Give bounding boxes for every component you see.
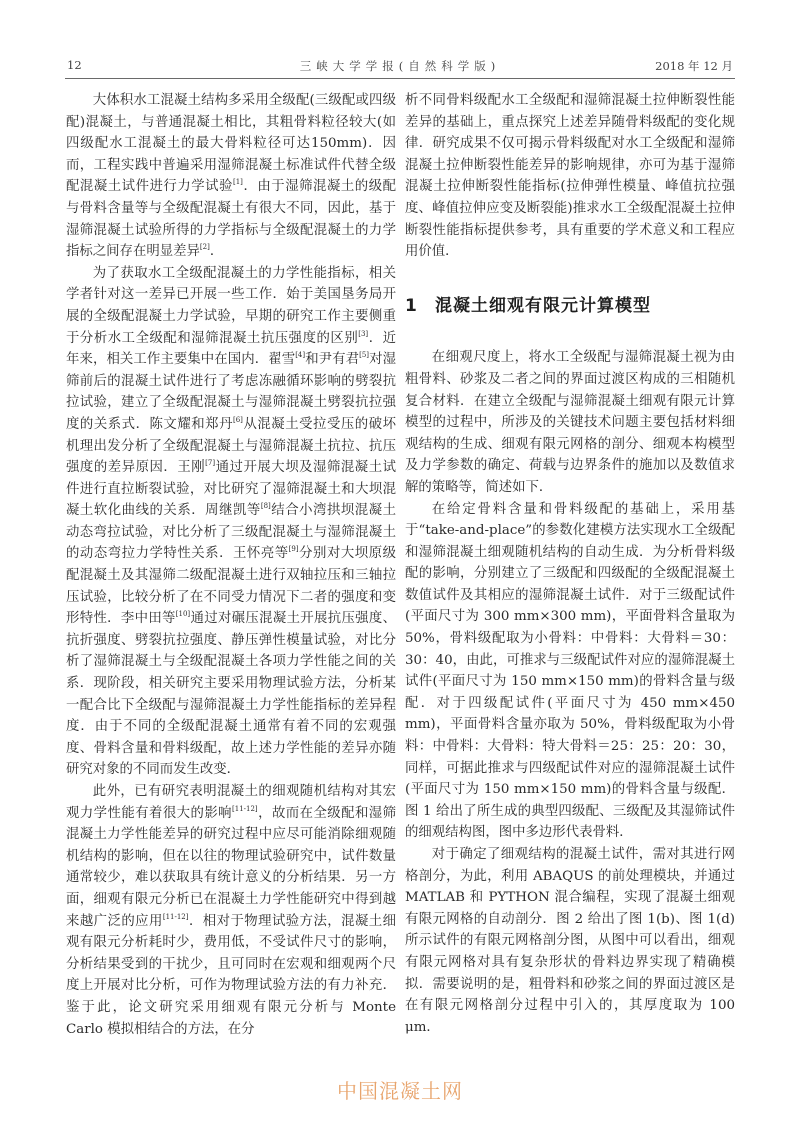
- citation[interactable]: [10]: [175, 610, 191, 619]
- paragraph-prior-work: [66, 263, 396, 781]
- paragraph-meshing: 对于确定了细观结构的混凝土试件，需对其进行网格剖分，为此，利用 ABAQUS 的前处理模块，并通过 MATLAB 和 PYTHON 混合编程，实现了混凝土细观有限元网格的自动剖分．图 2 给出了图 1(b)、图 1(d)所示试件的有限元网格剖分图，从图中可以看出，细观有限元网格对具有复杂形状的骨料边界实现了精确模拟．需要说明的是，粗骨料和砂浆之间的界面过渡区是在有限元网格剖分过程中引入的，其厚度取为 100 μm．: [405, 847, 735, 1035]
- text-run: ，故而在全级配和湿筛混凝土力学性能差异的研究过程中应尽可能消除细观随机结构的影响，但在以往的物理试验研究中，试件数量通常较少，难以获取具有统计意义的分析结果．另一方面，细观有限元分析已在混凝土力学性能研究中得到越来越广泛的应用: [66, 805, 397, 929]
- text-run: 通过对碾压混凝土开展抗压强度、抗折强度、劈裂抗拉强度、静压弹性模量试验，对比分析了湿筛混凝土与全级配混凝土各项力学性能之间的关系．现阶段，相关研究主要采用物理试验方法，分析某一配合比下全级配与湿筛混凝土力学性能指标的差异程度．由于不同的全级配混凝土通常有着不同的宏观强度、骨料含量和骨料级配，故上述力学性能的差异亦随研究对象的不同而发生改变．: [66, 611, 397, 778]
- citation[interactable]: [7]: [205, 459, 216, 468]
- text-run: 此外，已有研究表明混凝土的细观随机结构对其宏观力学性能有着很大的影响: [66, 784, 396, 821]
- citation[interactable]: [8]: [260, 502, 271, 511]
- issue-date: 2018 年 12 月: [655, 59, 733, 73]
- text-run: ．近年来，相关工作主要集中在国内．翟雪: [66, 330, 397, 368]
- citation[interactable]: [11-12]: [232, 804, 258, 813]
- paragraph-structure-generation: 在给定骨料含量和骨料级配的基础上，采用基于“take-and-place”的参数化建模方法实现水工全级配和湿筛混凝土细观随机结构的自动生成．为分析骨料级配的影响，分别建立了三级配和四级配的全级配混凝土数值试件及其相应的湿筛混凝土试件．对于三级配试件(平面尺寸为 300 mm×300 mm)，平面骨料含量取为 50%，骨料级配取为小骨料：中骨料：大骨料＝30：30：40，由此，可推求与三级配试件对应的湿筛混凝土试件(平面尺寸为 150 mm×150 mm)的骨料含量与级配．对于四级配试件(平面尺寸为 450 mm×450 mm)，平面骨料含量亦取为 50%，骨料级配取为小骨料：中骨料：大骨料：特大骨料＝25：25：20：30，同样，可据此推求与四级配试件对应的湿筛混凝土试件(平面尺寸为 150 mm×150 mm)的骨料含量与级配．图 1 给出了所生成的典型四级配、三级配及其湿筛试件的细观结构图，图中多边形代表骨料．: [405, 501, 735, 841]
- section-number: 1: [405, 295, 418, 316]
- paragraph-intro: [66, 90, 396, 263]
- text-run: 结合小湾拱坝混凝土动态弯拉试验，对比分析了三级配混凝土与湿筛混凝土的动态弯拉力学特性关系．王怀亮等: [66, 503, 397, 562]
- citation[interactable]: [1]: [233, 178, 243, 187]
- citation[interactable]: [5]: [359, 351, 370, 360]
- text-run: ．: [209, 244, 224, 260]
- text-run: ．由于湿筛混凝土的级配与骨料含量等与全级配混凝土有很大不同，因此，基于湿筛混凝土试验所得的力学指标与全级配混凝土的力学指标之间存在明显差异: [66, 179, 397, 260]
- text-run: 从混凝土受拉受压的破坏机理出发分析了全级配混凝土与湿筛混凝土抗拉、抗压强度的差异原因．王刚: [66, 416, 397, 476]
- citation[interactable]: [3]: [358, 329, 369, 338]
- text-run: 对湿筛前后的混凝土试件进行了考虑冻融循环影响的劈裂抗拉试验，建立了全级配混凝土与湿筛混凝土劈裂抗拉强度的关系式．陈文耀和郑丹: [66, 352, 397, 432]
- citation[interactable]: [2]: [199, 243, 210, 252]
- journal-title: 三峡大学学报(自然科学版): [299, 59, 501, 73]
- watermark: 中国混凝土网: [337, 1079, 463, 1103]
- citation[interactable]: [6]: [233, 415, 243, 424]
- paragraph-motivation: [66, 781, 396, 1040]
- text-run: ．相对于物理试验方法，混凝土细观有限元分析耗时少，费用低，不受试件尺寸的影响，分析结果受到的干扰少，且可同时在宏观和细观两个尺度上开展对比分析，可作为物理试验方法的有力补充．鉴于此，论文研究采用细观有限元分析与 Monte Carlo 模拟相结合的方法，在分: [66, 913, 397, 1037]
- text-run: 通过开展大坝及湿筛混凝土试件进行直拉断裂试验，对比研究了湿筛混凝土和大坝混凝土软化曲线的关系．周继凯等: [66, 460, 397, 519]
- text-run: 为了获取水工全级配混凝土的力学性能指标，相关学者针对这一差异已开展一些工作．始于美国垦务局开展的全级配混凝土力学试验，早期的研究工作主要侧重于分析水工全级配和湿筛混凝土抗压强度的区别: [66, 265, 396, 346]
- text-run: 和尹有君: [305, 352, 360, 368]
- citation[interactable]: [11-12]: [162, 912, 189, 921]
- citation[interactable]: [9]: [288, 545, 299, 554]
- left-column: [66, 90, 396, 1040]
- running-header: [65, 58, 735, 79]
- citation[interactable]: [4]: [295, 351, 306, 360]
- right-column: [405, 90, 735, 1038]
- paragraph-model-overview: 在细观尺度上，将水工全级配与湿筛混凝土视为由粗骨料、砂浆及二者之间的界面过渡区构成的三相随机复合材料．在建立全级配与湿筛混凝土细观有限元计算模型的过程中，所涉及的关键技术问题主要包括材料细观结构的生成、细观有限元网格的剖分、细观本构模型及力学参数的确定、荷载与边界条件的施加以及数值求解的策略等，简述如下．: [405, 350, 735, 495]
- page-number: 12: [67, 58, 82, 72]
- section-title-text: 混凝土细观有限元计算模型: [435, 295, 651, 316]
- text-run: 分别对大坝原级配混凝土及其湿筛二级配混凝土进行双轴拉压和三轴拉压试验，比较分析了在不同受力情况下二者的强度和变形特性．李中田等: [66, 546, 397, 627]
- section-heading: [405, 296, 735, 318]
- paragraph-continued: 析不同骨料级配水工全级配和湿筛混凝土拉伸断裂性能差异的基础上，重点探究上述差异随骨料级配的变化规律．研究成果不仅可揭示骨料级配对水工全级配和湿筛混凝土拉伸断裂性能差异的影响规律，亦可为基于湿筛混凝土拉伸断裂性能指标(拉伸弹性模量、峰值抗拉强度、峰值拉伸应变及断裂能)推求水工全级配混凝土拉伸断裂性能指标提供参考，具有重要的学术意义和工程应用价值．: [405, 93, 735, 260]
- text-run: 大体积水工混凝土结构多采用全级配(三级配或四级配)混凝土，与普通混凝土相比，其粗骨料粒径较大(如四级配水工混凝土的最大骨料粒径可达150mm)．因而，工程实践中普遍采用湿筛混凝土标准试件代替全级配混凝土试件进行力学试验: [66, 93, 396, 195]
